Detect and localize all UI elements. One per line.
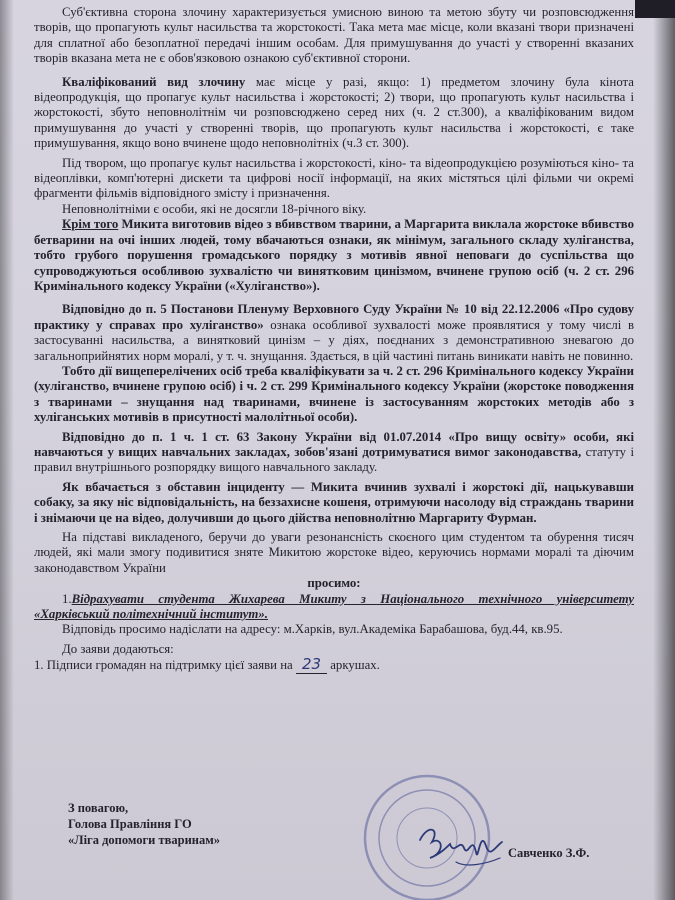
paragraph-minors: Неповнолітніми є особи, які не досягли 18-річного віку. bbox=[62, 201, 367, 216]
paragraph-definition: Під твором, що пропагує культ насильства і жорстокості, кіно- та відеопродукцією розуміються кіно- та відеоплівки, комп'ютерні дискети та цифрові носії інформації, на яких містяться цілі фільми чи окремі фрагменти фільмів відповідного змісту і призначення. bbox=[34, 155, 634, 201]
paragraph-incident bbox=[34, 217, 634, 294]
attachments-heading: До заяви додаються: bbox=[62, 641, 174, 656]
background-corner bbox=[635, 0, 675, 18]
qualified-crime-term: Кваліфікований вид злочину bbox=[62, 74, 246, 89]
signature-block bbox=[68, 800, 220, 848]
signature-position: Голова Правління ГО bbox=[68, 817, 192, 831]
paragraph-education-law bbox=[34, 430, 634, 476]
incident-text: Микита виготовив відео з вбивством тварини, а Маргарита виклала жорстоке вбивство бетварини на очі інших людей, тому вбачаються ознаки, як мінімум, загального складу хуліганства, тобто грубого порушення громадського порядку з мотивів явної неповаги до суспільства що супроводжуються особливою зухвалістю чи винятковим цинізмом, вчинене групою осіб (ч. 2 ст. 296 Кримінального кодексу України («Хуліганство»). bbox=[34, 217, 634, 293]
paragraph-conclusion: На підставі викладеного, беручи до уваги резонансність скоєного цим студентом та обурення тисяч людей, які мали змогу подивитися зняте Микитою жорстоке відео, керуючись нормами моралі та діючим законодавством України bbox=[34, 530, 634, 575]
signature-organization: «Ліга допомоги тваринам» bbox=[68, 833, 220, 847]
request-heading: просимо: bbox=[307, 576, 361, 591]
attachment-text: 1. Підписи громадян на підтримку цієї заяви на bbox=[34, 658, 293, 673]
signer-name: Савченко З.Ф. bbox=[508, 846, 590, 860]
plenum-text: ознака особливої зухвалості може проявлятися у тому числі в застосуванні насильства, а винятковий цинізм – у діях, поєднаних з демонстративною зневагою до загальноприйнятих норм моралі, у т. ч. знущання. Здається, в цій частині питань виникати навіть не повинно. bbox=[34, 317, 634, 363]
signature-closing: З повагою, bbox=[68, 801, 129, 815]
page-shadow-right bbox=[653, 0, 675, 900]
attachment-item-1 bbox=[34, 657, 634, 673]
education-law-text: статуту і правил внутрішнього розпорядку вищого навчального закладу. bbox=[34, 444, 634, 475]
request-item-1 bbox=[34, 592, 634, 623]
attachment-text-end: аркушах. bbox=[330, 658, 380, 673]
request-item-number: 1. bbox=[62, 591, 72, 606]
document-body bbox=[34, 5, 634, 674]
paragraph-qualified-crime bbox=[34, 75, 634, 152]
reply-address: Відповідь просимо надіслати на адресу: м.Харків, вул.Академіка Барабашова, буд.44, кв.95. bbox=[62, 622, 563, 637]
handwritten-signature bbox=[416, 818, 506, 878]
qualified-crime-text: має місце у разі, якщо: 1) предметом злочину була кінота відеопродукція, що пропагує культ насильства і жорстокості; 2) твори, що пропагують культ насильства і жорстокості, збуто неповнолітнім чи розповсюджено серед них (ч. 2 ст.300), а кваліфікованим видом примушування до участі у створенні творів, що пропагують культ насильства і жорстокості, є таке примушування, якщо воно вчинене щодо неповнолітніх (ч.3 ст. 300). bbox=[34, 74, 634, 151]
paragraph-qualification: Тобто дії вищеперелічених осіб треба кваліфікувати за ч. 2 ст. 296 Кримінального кодексу України (хуліганство, вчинене групою осіб) і ч. 2 ст. 299 Кримінального кодексу України (жорстоке поводження з тваринами – знущання над тваринами, вчинене із застосуванням жорстоких методів або з хуліганських мотивів в присутності малолітньої особи). bbox=[34, 363, 634, 425]
request-item-text: Відрахувати студента Жихарева Микиту з Національного технічного університету «Харківський політехнічний інститут». bbox=[34, 591, 634, 622]
paragraph-plenum bbox=[34, 302, 634, 364]
page-shadow-left bbox=[0, 0, 14, 900]
paragraph-subjective-side: Суб'єктивна сторона злочину характеризується умисною виною та метою збуту чи розповсюдження творів, що пропагують культ насильства та жорстокості. Така мета має місце, коли вказані твори призначені для сплатної або безоплатної передачі іншим особам. Для примушування до участі у створенні вказаних творів вказана мета не є обов'язковою ознакою суб'єктивної сторони. bbox=[34, 5, 634, 66]
incident-lead: Крім того bbox=[62, 217, 119, 232]
education-law-reference: Відповідно до п. 1 ч. 1 ст. 63 Закону України від 01.07.2014 «Про вищу освіту» особи, які навчаються у вищих навчальних закладах, зобов'язані дотримуватися вимог законодавства, bbox=[34, 429, 634, 459]
paragraph-circumstances: Як вбачається з обставин інциденту — Микита вчинив зухвалі і жорстокі дії, нацькувавши собаку, за яку ніс відповідальність, на беззахисне кошеня, отримуючи насолоду від страждань тварини і знімаючи це на відео, долучивши до цього дійства неповнолітню Маргариту Фурман. bbox=[34, 479, 634, 525]
attachment-sheet-count: 23 bbox=[296, 655, 327, 674]
plenum-reference: Відповідно до п. 5 Постанови Пленуму Верховного Суду України № 10 від 22.12.2006 «Про судову практику у справах про хуліганство» bbox=[34, 302, 634, 332]
